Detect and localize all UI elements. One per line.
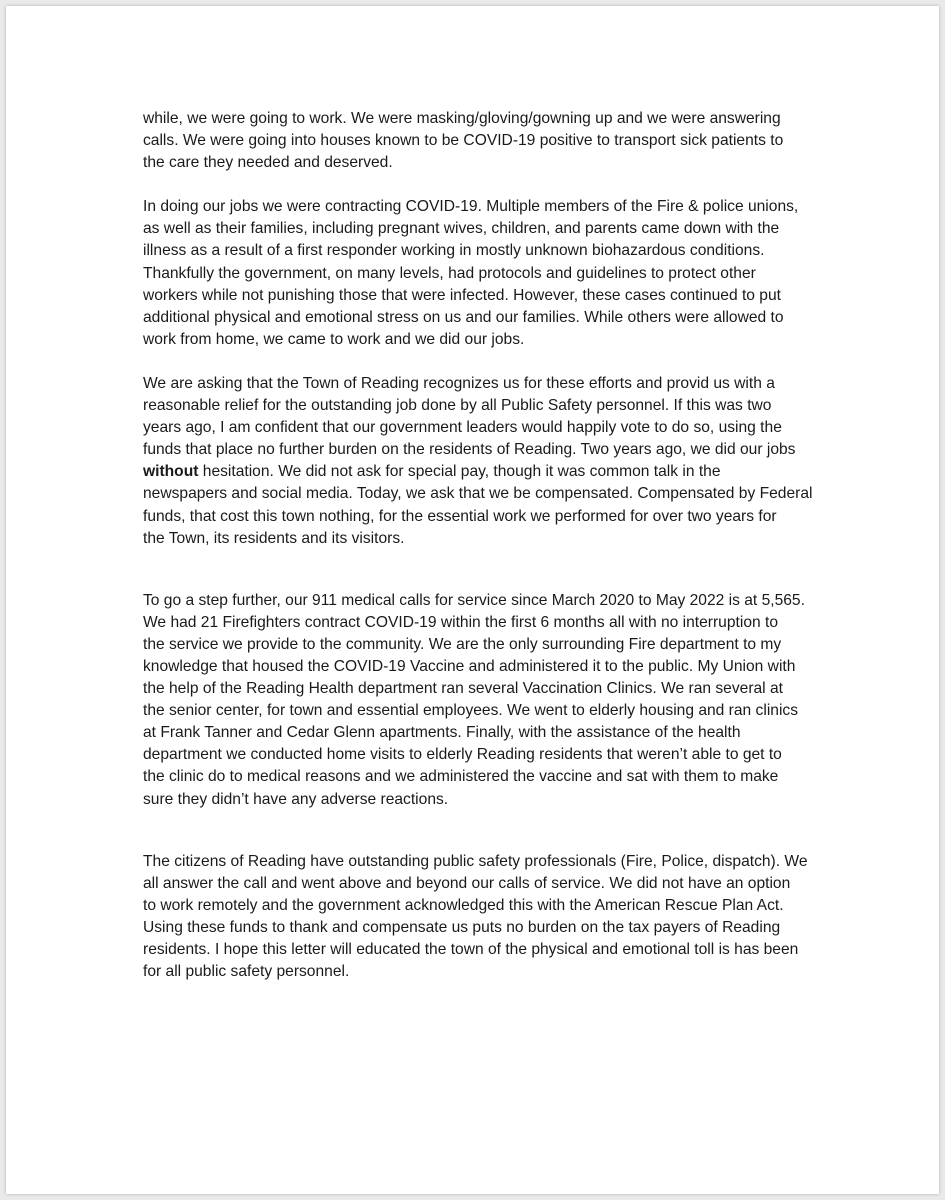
text-line: to work remotely and the government acknowledged this with the American Rescue Plan Act. bbox=[143, 896, 784, 914]
text-line: all answer the call and went above and beyond our calls of service. We did not have an option bbox=[143, 874, 791, 892]
text-line: knowledge that housed the COVID-19 Vaccine and administered it to the public. My Union with bbox=[143, 657, 796, 675]
paragraph-request-recognition bbox=[143, 373, 823, 550]
text-line: The citizens of Reading have outstanding public safety professionals (Fire, Police, dispatch). We bbox=[143, 852, 808, 870]
text-line: calls. We were going into houses known to be COVID-19 positive to transport sick patients to bbox=[143, 132, 784, 150]
text-line: newspapers and social media. Today, we ask that we be compensated. Compensated by Federal bbox=[143, 485, 813, 503]
text-line: We had 21 Firefighters contract COVID-19 within the first 6 months all with no interruption to bbox=[143, 613, 779, 631]
text-line: illness as a result of a first responder working in mostly unknown biohazardous conditions. bbox=[143, 242, 765, 260]
text-line: while, we were going to work. We were masking/gloving/gowning up and we were answering bbox=[143, 110, 781, 127]
paragraph-conclusion bbox=[143, 851, 823, 984]
text-line: the senior center, for town and essential employees. We went to elderly housing and ran clinics bbox=[143, 702, 799, 720]
text-line-with-emphasis bbox=[143, 461, 823, 483]
text-line: work from home, we came to work and we did our jobs. bbox=[143, 330, 525, 348]
text-line: the help of the Reading Health department ran several Vaccination Clinics. We ran several at bbox=[143, 680, 783, 698]
text-line: funds that place no further burden on the residents of Reading. Two years ago, we did our jobs bbox=[143, 441, 796, 459]
text-line: years ago, I am confident that our government leaders would happily vote to do so, using the bbox=[143, 419, 782, 437]
paragraph-service-statistics bbox=[143, 590, 823, 811]
text-line: Thankfully the government, on many levels, had protocols and guidelines to protect other bbox=[143, 264, 756, 282]
text-line: department we conducted home visits to elderly Reading residents that weren’t able to get to bbox=[143, 746, 782, 764]
text-line: residents. I hope this letter will educated the town of the physical and emotional toll is has been bbox=[143, 941, 799, 958]
text-line: funds, that cost this town nothing, for the essential work we performed for over two years for bbox=[143, 507, 777, 525]
text-line: for all public safety personnel. bbox=[143, 963, 350, 981]
text-line: additional physical and emotional stress on us and our families. While others were allowed to bbox=[143, 308, 784, 326]
text-line: as well as their families, including pregnant wives, children, and parents came down with the bbox=[143, 220, 780, 238]
paragraph-contracting-covid bbox=[143, 196, 823, 351]
paragraph-working-during-pandemic bbox=[143, 108, 823, 174]
text-line: To go a step further, our 911 medical calls for service since March 2020 to May 2022 is at 5,565. bbox=[143, 591, 805, 609]
text-fragment: hesitation. We did not ask for special pay, though it was common talk in the bbox=[198, 463, 721, 481]
text-line: In doing our jobs we were contracting COVID-19. Multiple members of the Fire & police unions, bbox=[143, 198, 799, 216]
text-line: the clinic do to medical reasons and we administered the vaccine and sat with them to make bbox=[143, 768, 779, 786]
text-line: sure they didn’t have any adverse reactions. bbox=[143, 790, 449, 808]
emphasis-word: without bbox=[143, 463, 199, 481]
text-line: the service we provide to the community. We are the only surrounding Fire department to my bbox=[143, 635, 782, 653]
text-line: the care they needed and deserved. bbox=[143, 154, 393, 172]
text-line: We are asking that the Town of Reading recognizes us for these efforts and provid us with a bbox=[143, 374, 775, 392]
document-page bbox=[6, 6, 939, 1194]
text-line: at Frank Tanner and Cedar Glenn apartments. Finally, with the assistance of the health bbox=[143, 724, 741, 742]
text-line: workers while not punishing those that were infected. However, these cases continued to put bbox=[143, 286, 781, 304]
letter-body bbox=[143, 108, 823, 983]
text-line: Using these funds to thank and compensate us puts no burden on the tax payers of Reading bbox=[143, 918, 781, 936]
text-line: reasonable relief for the outstanding job done by all Public Safety personnel. If this was two bbox=[143, 397, 772, 415]
text-line: the Town, its residents and its visitors. bbox=[143, 529, 405, 547]
